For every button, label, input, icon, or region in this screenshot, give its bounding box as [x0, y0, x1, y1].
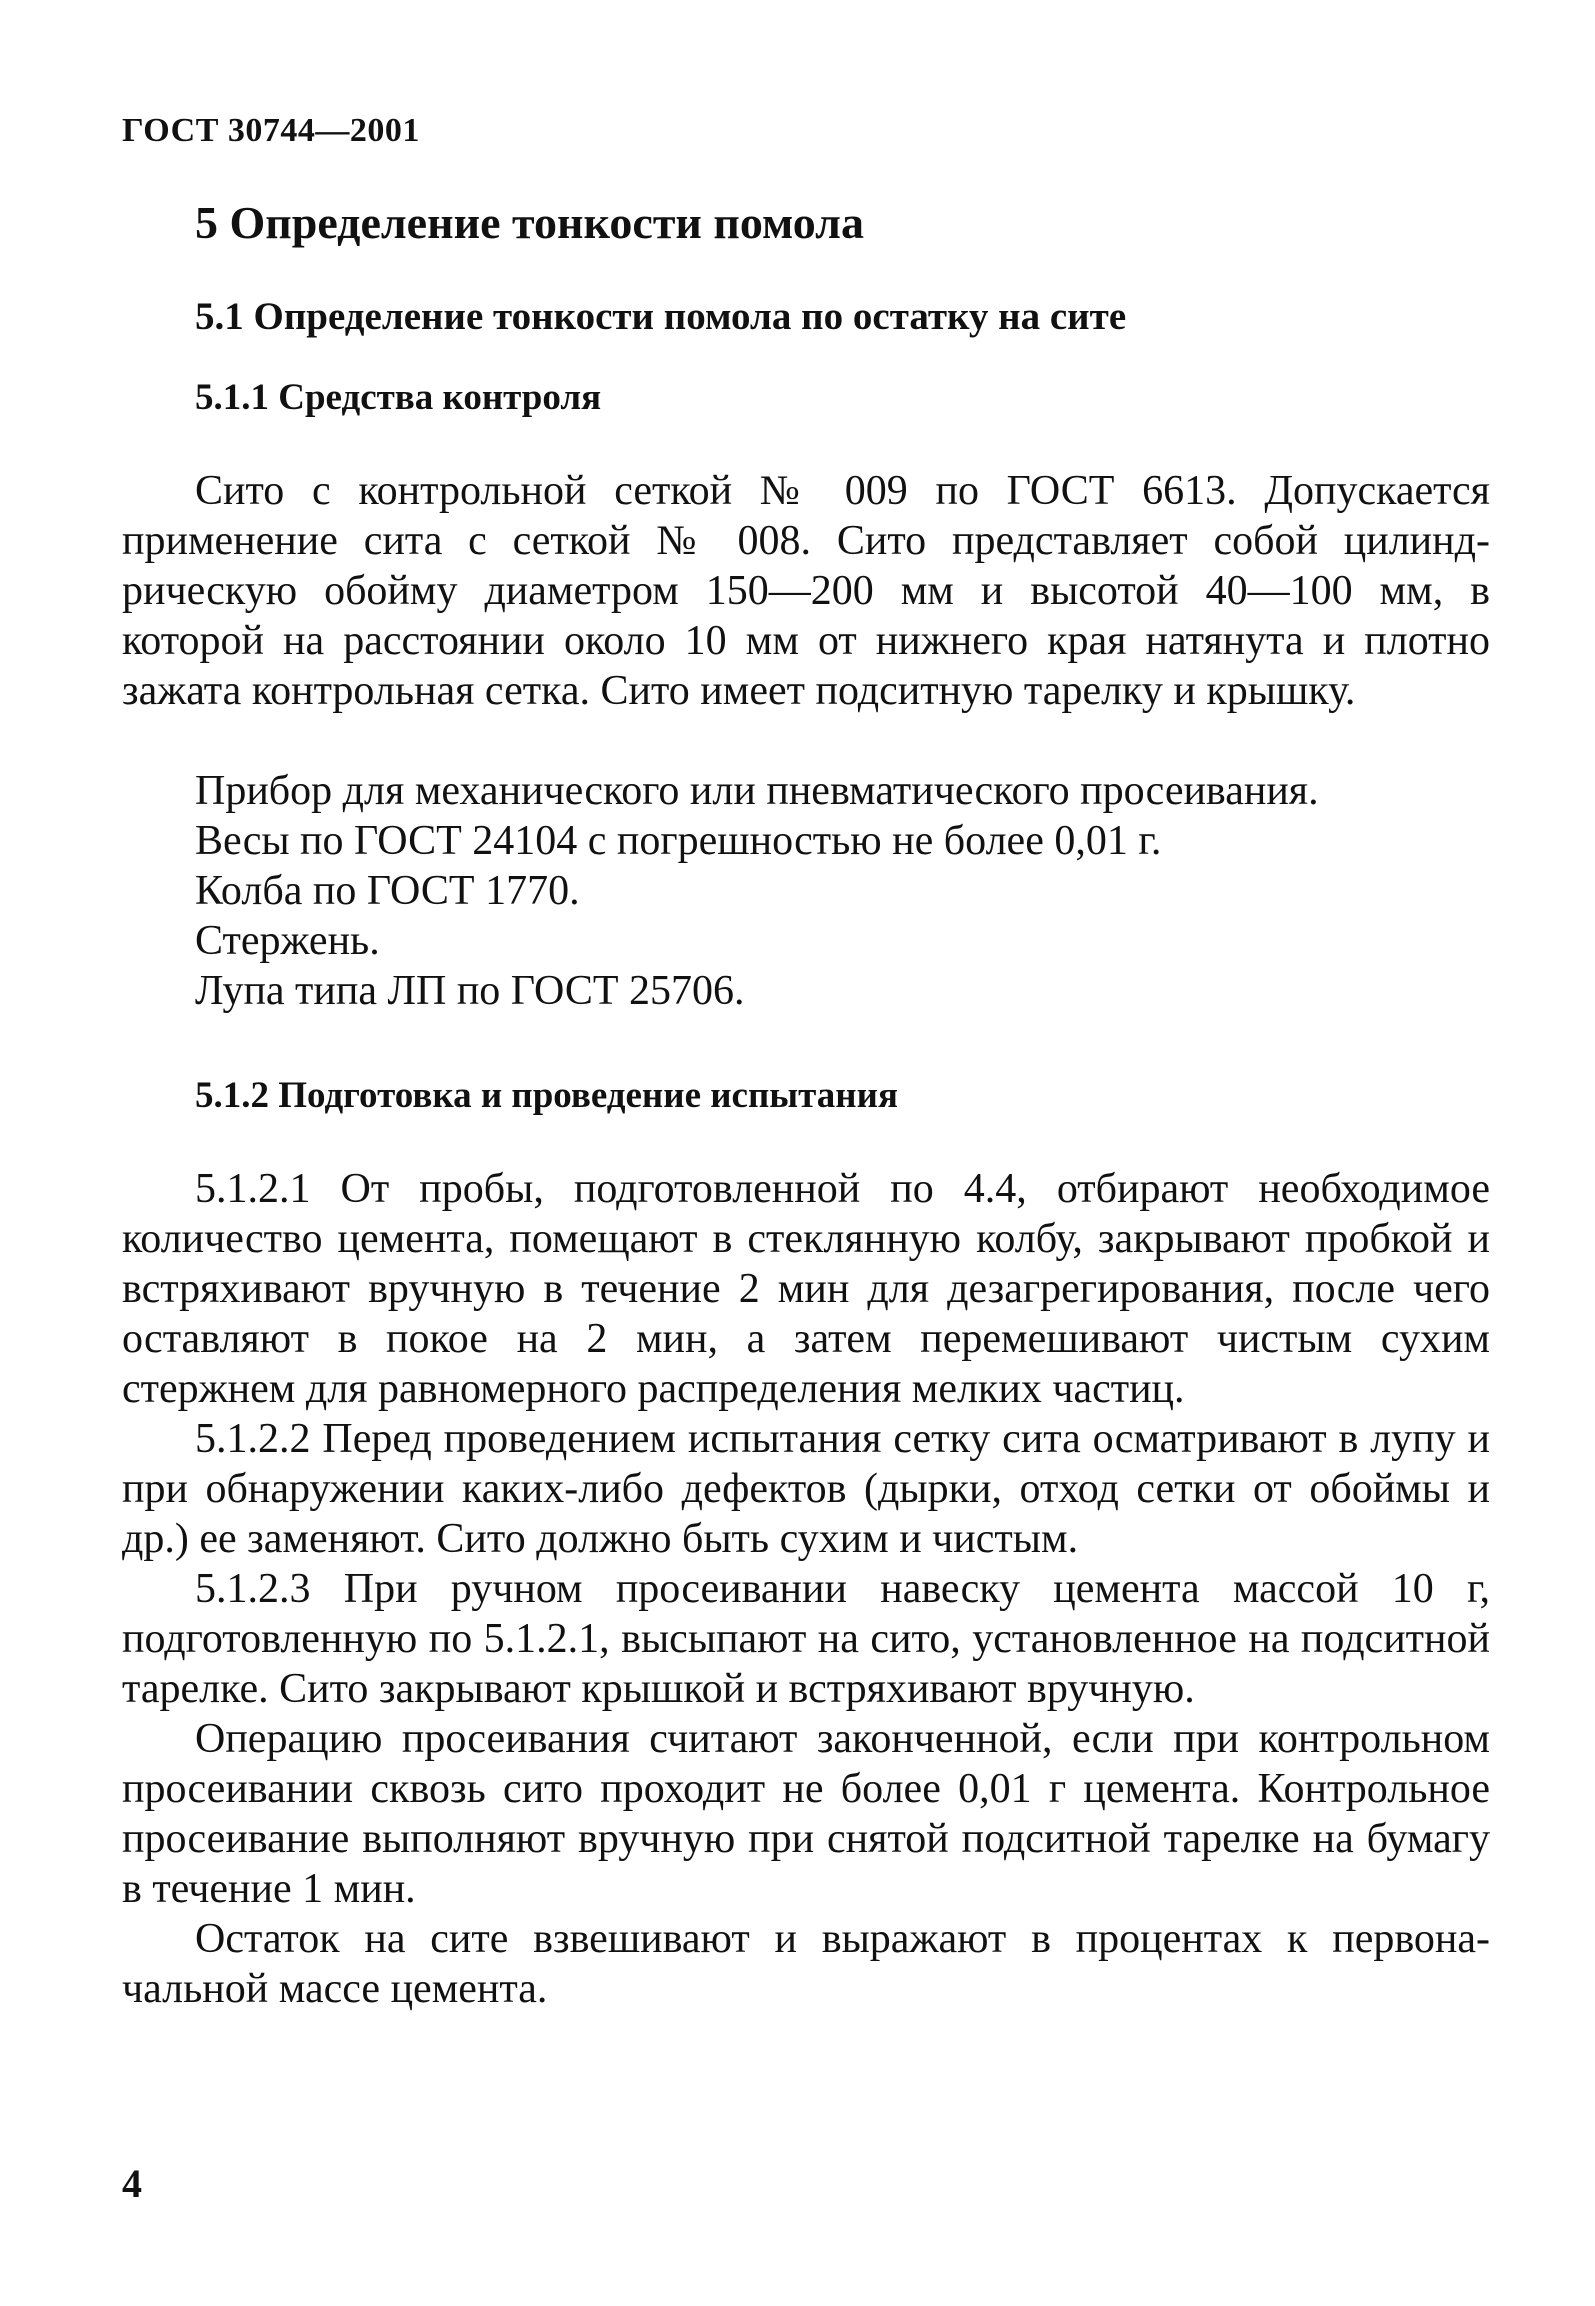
document-header: ГОСТ 30744—2001 [122, 112, 420, 149]
section-5-1-2-body [122, 1164, 1490, 2014]
section-5-1-1-title: 5.1.1 Средства контроля [195, 377, 602, 418]
section-5-1-title: 5.1 Определение тонкости помола по остатку на сите [195, 295, 1127, 338]
page-number: 4 [122, 2161, 142, 2206]
paragraph-residue-weighing: Остаток на сите взвешивают и выражают в процентах к первоначальной массе цемента. [122, 1916, 1490, 2012]
equipment-item-sifting-device: Прибор для механического или пневматического просеивания. [195, 768, 1319, 814]
sieve-description-paragraph: Сито с контрольной сеткой № 009 по ГОСТ 6613. Допускается применение сита с сеткой № 008. Сито представляет собой цилиндрическую обойму диаметром 150—200 мм и высотой 40—100 мм, в которой на расстоянии около 10 мм от нижнего края натянута и плотно зажата контрольная сетка. Сито имеет подситную тарелку и крышку. [122, 468, 1490, 714]
paragraph-5-1-2-1: 5.1.2.1 От пробы, подготовленной по 4.4, отбирают необходимое количество цемента, помещают в стеклянную колбу, закрывают пробкой и встряхивают вручную в течение 2 мин для дезагрегирования, после чего оставляют в покое на 2 мин, а затем перемешивают чистым сухим стержнем для равномерного распределения мелких частиц. [122, 1166, 1490, 1412]
equipment-item-rod: Стержень. [195, 918, 380, 964]
section-5-1-2-title: 5.1.2 Подготовка и проведение испытания [195, 1075, 898, 1116]
paragraph-5-1-2-2: 5.1.2.2 Перед проведением испытания сетку сита осматривают в лупу и при обнаружении каких-либо дефектов (дырки, отход сетки от обоймы и др.) ее заменяют. Сито должно быть сухим и чистым. [122, 1416, 1490, 1562]
section-5-title: 5 Определение тонкости помола [195, 197, 864, 248]
equipment-item-magnifier: Лупа типа ЛП по ГОСТ 25706. [195, 968, 745, 1014]
section-5-1-1-body [122, 466, 1490, 716]
equipment-item-flask: Колба по ГОСТ 1770. [195, 868, 580, 914]
paragraph-sifting-completion: Операцию просеивания считают законченной, если при контрольном просеивании сквозь сито проходит не более 0,01 г цемента. Контрольное просеивание выполняют вручную при снятой подситной тарелке на бумагу в течение 1 мин. [122, 1716, 1490, 1912]
equipment-item-scales: Весы по ГОСТ 24104 с погрешностью не более 0,01 г. [195, 818, 1162, 864]
paragraph-5-1-2-3: 5.1.2.3 При ручном просеивании навеску цемента массой 10 г, подготовленную по 5.1.2.1, высыпают на сито, установленное на подситной тарелке. Сито закрывают крышкой и встряхивают вручную. [122, 1566, 1490, 1712]
